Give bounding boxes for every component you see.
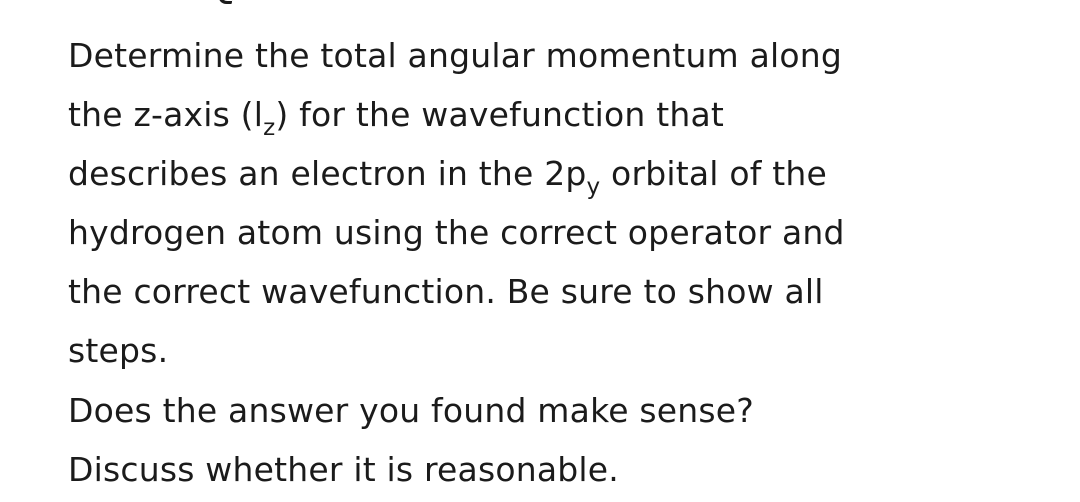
text-segment: orbital of the (600, 154, 827, 193)
question-line: the correct wavefunction. Be sure to show all (68, 272, 824, 311)
question-paragraph (68, 26, 1008, 380)
text-segment: ) for the wavefunction that (275, 95, 725, 134)
cropped-text-fragment (214, 0, 240, 7)
question-line: hydrogen atom using the correct operator and (68, 213, 845, 252)
followup-paragraph (68, 381, 1008, 499)
question-line: steps. (68, 331, 169, 370)
subscript-z: z (263, 115, 276, 141)
text-segment: describes an electron in the 2p (68, 154, 587, 193)
question-line-with-subscript (68, 85, 1008, 144)
text-segment: the z-axis (l (68, 95, 264, 134)
subscript-y: y (586, 174, 601, 200)
followup-line: Does the answer you found make sense? (68, 391, 755, 430)
question-line: Determine the total angular momentum along (68, 36, 843, 75)
followup-line: Discuss whether it is reasonable. (68, 450, 619, 489)
question-line-with-subscript (68, 144, 1008, 203)
